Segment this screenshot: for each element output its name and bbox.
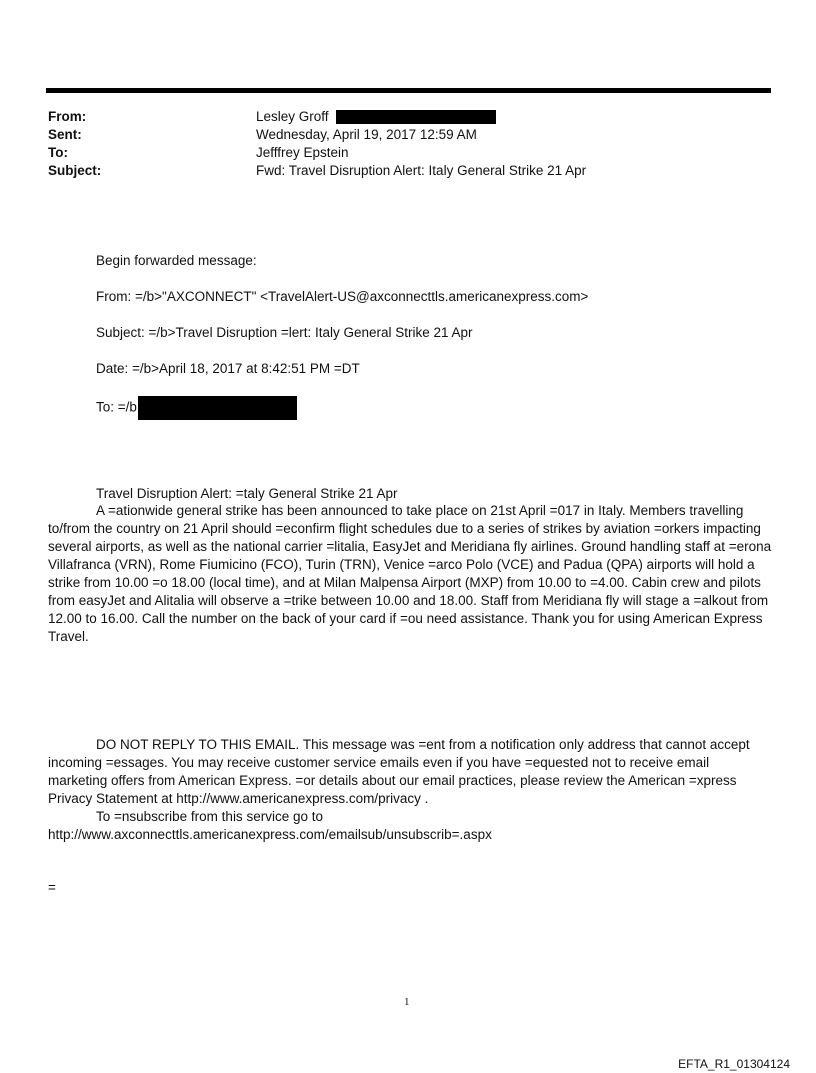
forward-to: To: =/b <box>96 399 137 415</box>
alert-body: A =ationwide general strike has been announced to take place on 21st April =017 in Italy. Members travelling to/from the country on 21 April should =econfirm flight schedules due to a series of strikes by aviation =orkers impacting several airports, as well as the national carrier =litalia, EasyJet and Meridiana fly airlines. Ground handling staff at =erona Villafranca (VRN), Rome Fiumicino (FCO), Turin (TRN), Venice =arco Polo (VCE) and Padua (QPA) airports will hold a strike from 10.00 =o 18.00 (local time), and at Milan Malpensa Airport (MXP) from 10.00 to =4.00. Cabin crew and pilots from easyJet and Alitalia will observe a =trike between 10.00 and 18.00. Staff from Meridiana fly will stage a =alkout from 12.00 to 16.00. Call the number on the back of your card if =ou need assistance. Thank you for using American Express Travel. <box>48 503 772 644</box>
page-number: 1 <box>404 996 410 1008</box>
from-value <box>256 108 496 126</box>
redaction-bar <box>138 396 297 420</box>
sent-label: Sent: <box>48 127 82 142</box>
unsubscribe-text: To =nsubscribe from this service go to <box>96 809 323 824</box>
alert-title: Travel Disruption Alert: =taly General Strike 21 Apr <box>96 486 398 501</box>
forward-to-row <box>96 396 297 420</box>
document-id: EFTA_R1_01304124 <box>678 1057 790 1071</box>
sent-value: Wednesday, April 19, 2017 12:59 AM <box>256 127 477 142</box>
header-rule <box>46 88 771 93</box>
forward-date: Date: =/b>April 18, 2017 at 8:42:51 PM =DT <box>96 361 360 376</box>
from-label: From: <box>48 109 87 124</box>
subject-label: Subject: <box>48 163 102 178</box>
to-label: To: <box>48 145 68 160</box>
trailing-equals: = <box>48 880 56 895</box>
from-name: Lesley Groff <box>256 109 329 124</box>
to-value: Jefffrey Epstein <box>256 145 349 160</box>
forward-intro: Begin forwarded message: <box>96 253 257 268</box>
disclaimer-text: DO NOT REPLY TO THIS EMAIL. This message was =ent from a notification only address that cannot accept incoming =essages. You may receive customer service emails even if you have =equested not to receive email marketing offers from American Express. =or details about our email practices, please review the American =xpress Privacy Statement at http://www.americanexpress.com/privacy . <box>48 737 750 806</box>
forward-subject: Subject: =/b>Travel Disruption =lert: Italy General Strike 21 Apr <box>96 325 473 340</box>
forward-from: From: =/b>"AXCONNECT" <TravelAlert-US@axconnecttls.americanexpress.com> <box>96 289 589 304</box>
unsubscribe-url[interactable]: http://www.axconnecttls.americanexpress.com/emailsub/unsubscrib=.aspx <box>48 827 492 842</box>
redaction-bar <box>336 110 496 124</box>
subject-value: Fwd: Travel Disruption Alert: Italy General Strike 21 Apr <box>256 163 587 178</box>
